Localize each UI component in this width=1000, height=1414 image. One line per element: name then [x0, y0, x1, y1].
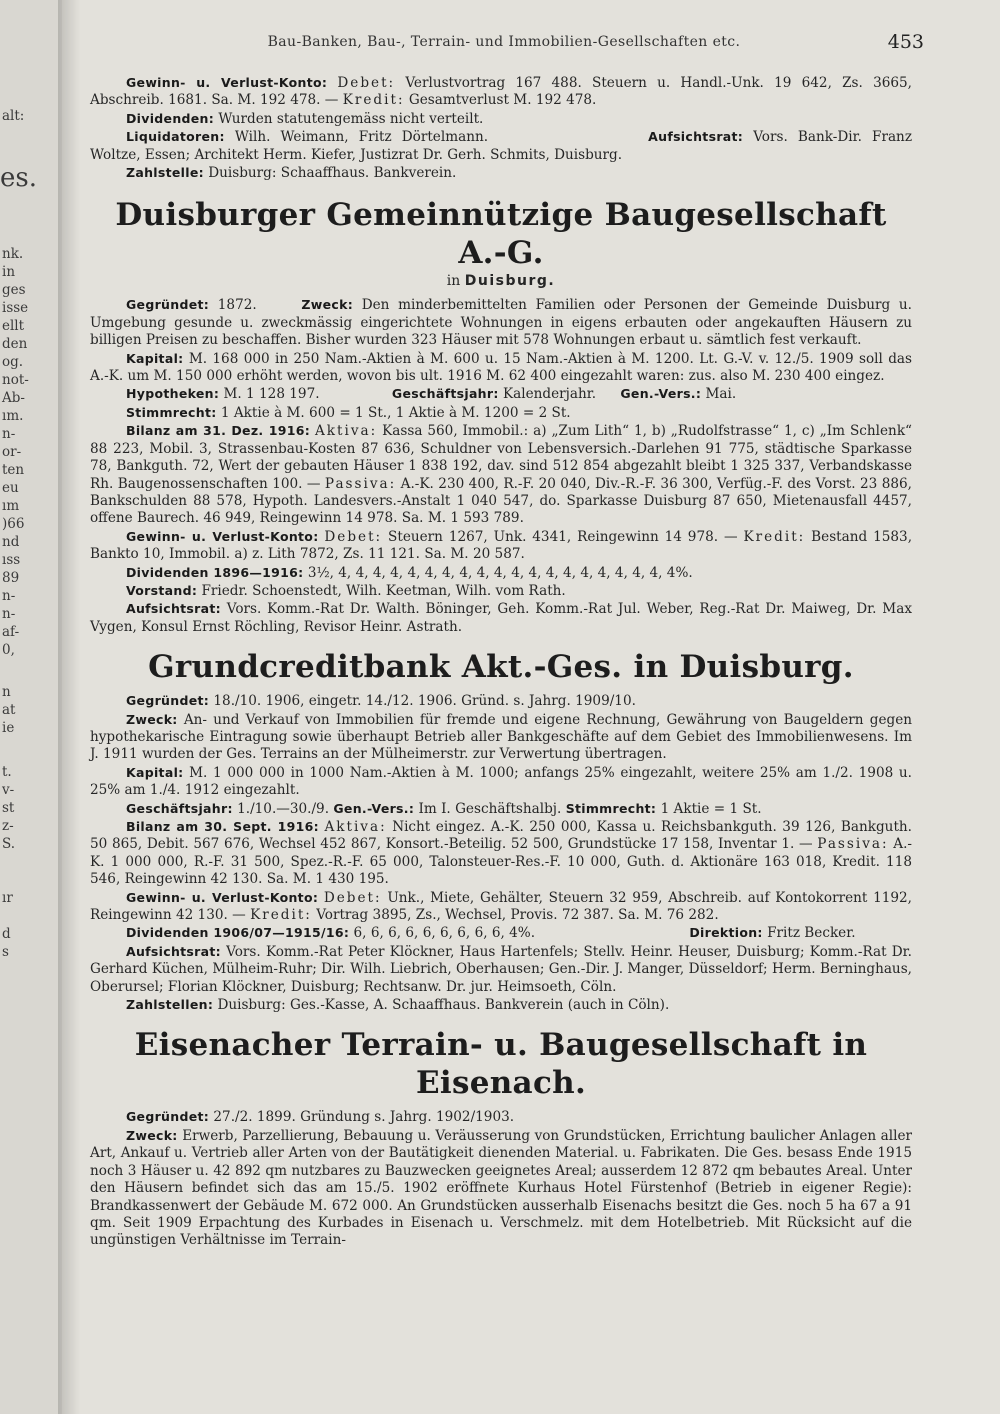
- entry-title: Eisenacher Terrain- u. Baugesellschaft in Eisenach.: [134, 1027, 868, 1102]
- aktiva-text: Kassa 560, Immobil.: a) „Zum Lith“ 1, b) „Rudolfstrasse“ 1, c) „Im Schlenk“ 88 223, Mobil. 3, Strassenbau-Kosten 87 636, Schuldner von Lebensversich.-Darlehen 91 775, städtische Sparkasse 78, Bankguth. 72, Wert der gebauten Häuser 1 838 192, dav. sind 512 854 abgezahlt bleibt 1 325 337, Verbandskasse Rh. Baugenossenschaften 100. —: [90, 423, 913, 492]
- field-text: Vors. Bank-Dir. Franz Woltze, Essen; Architekt Herm. Kiefer, Justizrat Dr. Gerh. Schmits, Duisburg.: [90, 129, 912, 163]
- field-text: Erwerb, Parzellierung, Bebauung u. Veräusserung von Grundstücken, Errichtung baulicher Anlagen aller Art, Ankauf u. Vertrieb aller Arten von der Bautätigkeit dienenden Material. u. Fabrikaten. Die Ges. besass Ende 1915 noch 3 Häuser u. 42 892 qm nutzbares zu Bauzwecken geeignetes Areal; ausserdem 12 872 qm bebautes Areal. Unter den Häusern befindet sich das am 15./5. 1902 eröffnete Kurhaus Hotel Fürstenhof (Betrieb in eigener Regie): Brandkassenwert der Gebäude M. 672 000. An Grundstücken ausserhalb Eisenachs besitzt die Ges. noch 5 ha 67 a 91 qm. Seit 1909 Erpachtung des Kurbades in Eisenach u. Verschmelz. mit dem Hotelbetrieb. Mit Rücksicht auf die ungünstigen Verhältnisse im Terrain-: [90, 1127, 913, 1249]
- field-label: Stimmrecht:: [126, 404, 217, 420]
- field-text: Wilh. Weimann, Fritz Dörtelmann.: [234, 129, 489, 146]
- balance-paragraph: [90, 818, 912, 889]
- field-label: Gegründet:: [126, 693, 210, 709]
- field-label: Aufsichtsrat:: [126, 601, 221, 617]
- field-text: Im I. Geschäftshalbj.: [418, 800, 562, 817]
- margin-fragment: 89: [2, 570, 20, 586]
- debet-label: Debet:: [323, 889, 382, 906]
- field-text: An- und Verkauf von Immobilien für fremde und eigene Rechnung, Gewährung von Baugeldern gegen hypothekarische Eintragung sowie überhaupt Betrieb aller Bankgeschäfte auf dem Gebiet des Immobilienwesens. Im J. 1911 wurden der Ges. Terrains an der Mülheimerstr. zur Verwertung übertragen.: [90, 711, 912, 763]
- field-label: Gegründet:: [126, 1109, 210, 1125]
- debet-text: Unk., Miete, Gehälter, Steuern 32 959, Abschreib. auf Kontokorrent 1192, Reingewinn 42 130. —: [90, 889, 912, 924]
- aktiva-label: Aktiva:: [314, 423, 378, 440]
- profit-loss-paragraph: [90, 528, 912, 564]
- margin-fragment: n-: [2, 426, 16, 442]
- margin-fragment: v-: [2, 782, 15, 798]
- kredit-label: Kredit:: [342, 92, 405, 109]
- left-margin-previous-page: [0, 0, 62, 1414]
- margin-fragment: ıss: [2, 552, 21, 568]
- field-text: Duisburg: Schaaffhaus. Bankverein.: [208, 165, 457, 182]
- field-label: Direktion:: [689, 925, 763, 941]
- margin-fragment: s: [2, 944, 9, 960]
- field-label: Zahlstellen:: [126, 997, 214, 1013]
- margin-fragment: ges: [2, 282, 26, 298]
- margin-fragment: z-: [2, 818, 14, 834]
- field-label: Zweck:: [126, 711, 178, 727]
- margin-fragment: ım: [2, 498, 20, 514]
- profit-loss-paragraph: [90, 889, 912, 925]
- margin-fragment: nk.: [2, 246, 24, 262]
- page-number: 453: [887, 31, 924, 53]
- paying-agents-paragraph: [90, 996, 912, 1014]
- running-title: Bau-Banken, Bau-, Terrain- und Immobilien-Gesellschaften etc.: [267, 34, 741, 50]
- paying-agent-paragraph: [90, 164, 912, 182]
- field-label: Dividenden 1906/07—1915/16:: [126, 925, 350, 941]
- margin-fragment: in: [2, 264, 16, 280]
- margin-fragment: ım.: [2, 408, 24, 424]
- field-text: 27./2. 1899. Gründung s. Jahrg. 1902/1903.: [213, 1109, 515, 1126]
- fiscal-year-paragraph: [90, 800, 912, 818]
- margin-fragment: st: [2, 800, 15, 816]
- field-text: Wurden statutengemäss nicht verteilt.: [218, 110, 484, 127]
- dividends-paragraph: [90, 924, 912, 942]
- debet-label: Debet:: [337, 75, 396, 91]
- entry-title: Grundcreditbank Akt.-Ges. in Duisburg.: [148, 649, 854, 686]
- field-text: 6, 6, 6, 6, 6, 6, 6, 6, 6, 4%.: [353, 925, 536, 942]
- supervisory-board-paragraph: [90, 943, 912, 996]
- debet-label: Debet:: [324, 528, 383, 545]
- aktiva-text: Nicht eingez. A.-K. 250 000, Kassa u. Reichsbankguth. 39 126, Bankguth. 50 865, Debit. 567 676, Wechsel 452 867, Konsort.-Beteilig. 52 500, Grundstücke 17 158, Inventar 1. —: [90, 819, 912, 853]
- founded-paragraph: [90, 296, 912, 349]
- field-label: Aufsichtsrat:: [126, 943, 221, 959]
- field-text: 1 Aktie à M. 600 = 1 St., 1 Aktie à M. 1200 = 2 St.: [220, 404, 571, 421]
- margin-fragment: af-: [2, 624, 20, 640]
- field-text: Den minderbemittelten Familien oder Personen der Gemeinde Duisburg u. Umgebung gesunde u. zweckmässig eingerichtete Wohnungen in eigens erbauten oder angekauften Häusern zu billigen Preisen zu beschaffen. Bisher wurden 323 Häuser mit 578 Wohnungen erbaut u. sämtlich fest verkauft.: [90, 297, 912, 349]
- place-prefix: in: [446, 273, 461, 290]
- field-label: Zahlstelle:: [126, 165, 204, 181]
- field-text: Vors. Komm.-Rat Dr. Walth. Böninger, Geh. Komm.-Rat Jul. Weber, Reg.-Rat Dr. Maiweg, Dr. Max Vygen, Konsul Ernst Röchling, Revisor Heinr. Astrath.: [90, 601, 912, 635]
- field-label: Kapital:: [126, 764, 184, 780]
- dividends-paragraph: [90, 564, 912, 582]
- passiva-text: A.-K. 1 000 000, R.-F. 31 500, Spez.-R.-F. 65 000, Talonsteuer-Res.-F. 10 000, Guth. d. Aktionäre 163 018, Kredit. 118 546, Reingewinn 42 130. Sa. M. 1 430 195.: [90, 836, 913, 888]
- field-text: 1872.: [217, 297, 257, 314]
- field-text: Kalenderjahr.: [502, 386, 597, 403]
- entry-continuation: [90, 74, 912, 182]
- purpose-paragraph: [90, 1127, 912, 1250]
- field-text: 18./10. 1906, eingetr. 14./12. 1906. Gründ. s. Jahrg. 1909/10.: [213, 693, 636, 710]
- field-label: Geschäftsjahr:: [391, 386, 499, 402]
- liquidators-paragraph: [90, 128, 912, 164]
- margin-fragment: den: [2, 336, 28, 352]
- voting-paragraph: [90, 404, 912, 422]
- margin-fragment: ır: [2, 890, 13, 906]
- field-text: Duisburg: Ges.-Kasse, A. Schaaffhaus. Bankverein (auch in Cöln).: [217, 997, 670, 1014]
- mortgages-paragraph: [90, 385, 912, 403]
- page-content: [90, 74, 912, 1250]
- entry-place: [90, 272, 912, 290]
- dividends-paragraph: [90, 110, 912, 128]
- field-label: Liquidatoren:: [126, 129, 225, 145]
- field-text: Mai.: [705, 386, 737, 403]
- field-label: Bilanz am 31. Dez. 1916:: [126, 423, 311, 439]
- passiva-label: Passiva:: [817, 836, 889, 853]
- field-label: Bilanz am 30. Sept. 1916:: [126, 819, 319, 834]
- board-paragraph: [90, 582, 912, 600]
- field-text: Fritz Becker.: [767, 925, 856, 942]
- margin-fragment: at: [2, 702, 16, 718]
- passiva-text: A.-K. 230 400, R.-F. 20 040, Div.-R.-F. 36 300, Verfüg.-F. des Vorst. 23 886, Bankschulden 88 578, Hypoth. Landesvers.-Anstalt 1 040 547, do. Sparkasse Duisburg 87 650, Mietenausfall 4457, offene Baurech. 46 949, Reingewinn 14 978. Sa. M. 1 593 789.: [90, 475, 913, 527]
- margin-fragment: nd: [2, 534, 20, 550]
- kredit-label: Kredit:: [743, 528, 806, 545]
- capital-paragraph: [90, 350, 912, 386]
- field-label: Gewinn- u. Verlust-Konto:: [126, 75, 328, 90]
- margin-fragment: 0,: [2, 642, 15, 658]
- profit-loss-paragraph: [90, 74, 912, 110]
- entry-grundcreditbank: [90, 648, 912, 1014]
- field-label: Geschäftsjahr:: [126, 800, 233, 816]
- debet-text: Steuern 1267, Unk. 4341, Reingewinn 14 978. —: [388, 528, 738, 545]
- margin-fragment: ie: [2, 720, 15, 736]
- margin-fragment: or-: [2, 444, 22, 460]
- supervisory-board-paragraph: [90, 600, 912, 636]
- balance-paragraph: [90, 422, 912, 527]
- founded-paragraph: [90, 692, 912, 710]
- entry-title: Duisburger Gemeinnützige Baugesellschaft A.-G.: [115, 197, 887, 272]
- field-text: M. 1 000 000 in 1000 Nam.-Aktien à M. 1000; anfangs 25% eingezahlt, weitere 25% am 1./2. 1908 u. 25% am 1./4. 1912 eingezahlt.: [90, 764, 912, 799]
- margin-fragment: n-: [2, 606, 16, 622]
- field-text: 1 Aktie = 1 St.: [660, 800, 762, 817]
- field-label: Gen.-Vers.:: [620, 386, 702, 402]
- field-text: Vors. Komm.-Rat Peter Klöckner, Haus Hartenfels; Stellv. Heinr. Heuser, Duisburg; Komm.-Rat Dr. Gerhard Küchen, Mülheim-Ruhr; Dir. Wilh. Liebrich, Oberhausen; Gen.-Dir. J. Manger, Düsseldorf; Herm. Berninghaus, Oberursel; Florian Klöckner, Duisburg; Rechtsanw. Dr. jur. Heimsoeth, Cöln.: [90, 943, 913, 995]
- margin-fragment: ten: [2, 462, 25, 478]
- kredit-text: Gesamtverlust M. 192 478.: [408, 92, 597, 109]
- place-city: Duisburg.: [464, 273, 556, 290]
- field-label: Gewinn- u. Verlust-Konto:: [126, 889, 319, 905]
- book-page: [84, 0, 924, 1414]
- margin-fragment: alt:: [2, 108, 25, 124]
- field-text: Friedr. Schoenstedt, Wilh. Keetman, Wilh. vom Rath.: [201, 582, 566, 599]
- field-text: 3½, 4, 4, 4, 4, 4, 4, 4, 4, 4, 4, 4, 4, 4, 4, 4, 4, 4, 4, 4, 4%.: [307, 564, 693, 581]
- margin-fragment: og.: [2, 354, 24, 370]
- field-text: 1./10.—30./9.: [237, 800, 330, 817]
- field-label: Dividenden 1896—1916:: [126, 564, 304, 580]
- field-label: Stimmrecht:: [565, 800, 657, 816]
- margin-fragment: )66: [2, 516, 25, 532]
- entry-duisburger-baugesellschaft: [90, 196, 912, 636]
- debet-text: Verlustvortrag 167 488. Steuern u. Handl.-Unk. 19 642, Zs. 3665, Abschreib. 1681. Sa. M. 192 478. —: [90, 75, 912, 109]
- margin-fragment: Ab-: [2, 390, 25, 406]
- margin-fragment: isse: [2, 300, 29, 316]
- margin-fragment: n-: [2, 588, 16, 604]
- field-label: Zweck:: [126, 1127, 178, 1143]
- field-label: Zweck:: [301, 297, 354, 313]
- margin-fragment: not-: [2, 372, 29, 388]
- kredit-label: Kredit:: [250, 907, 312, 924]
- field-label: Gen.-Vers.:: [333, 800, 415, 816]
- margin-fragment: es.: [0, 163, 37, 193]
- field-label: Gegründet:: [126, 297, 210, 313]
- field-label: Dividenden:: [126, 110, 215, 126]
- field-label: Gewinn- u. Verlust-Konto:: [126, 528, 319, 544]
- field-label: Kapital:: [126, 350, 184, 366]
- margin-fragment: eu: [2, 480, 19, 496]
- margin-fragment: ellt: [2, 318, 25, 334]
- running-head: [84, 31, 924, 56]
- kredit-text: Vortrag 3895, Zs., Wechsel, Provis. 72 387. Sa. M. 76 282.: [316, 907, 719, 924]
- founded-paragraph: [90, 1108, 912, 1126]
- field-label: Vorstand:: [126, 582, 198, 598]
- margin-fragment: d: [2, 926, 11, 942]
- field-text: M. 1 128 197.: [223, 386, 320, 403]
- kredit-text: Bestand 1583, Bankto 10, Immobil. a) z. Lith 7872, Zs. 11 121. Sa. M. 20 587.: [90, 528, 913, 563]
- entry-eisenacher-terrain: [90, 1026, 912, 1249]
- gutter-shadow: [58, 0, 80, 1414]
- margin-fragment: t.: [2, 764, 12, 780]
- field-text: M. 168 000 in 250 Nam.-Aktien à M. 600 u. 15 Nam.-Aktien à M. 1200. Lt. G.-V. v. 12./5. 1909 soll das A.-K. um M. 150 000 erhöht werden, wovon bis ult. 1916 M. 62 400 eingezahlt waren: zus. also M. 230 400 eingez.: [90, 350, 912, 385]
- margin-fragment: n: [2, 684, 11, 700]
- margin-fragment: S.: [2, 836, 16, 852]
- capital-paragraph: [90, 764, 912, 800]
- field-label: Hypotheken:: [126, 386, 220, 402]
- passiva-label: Passiva:: [324, 475, 397, 492]
- purpose-paragraph: [90, 711, 912, 764]
- field-label: Aufsichtsrat:: [648, 129, 744, 145]
- aktiva-label: Aktiva:: [324, 819, 387, 835]
